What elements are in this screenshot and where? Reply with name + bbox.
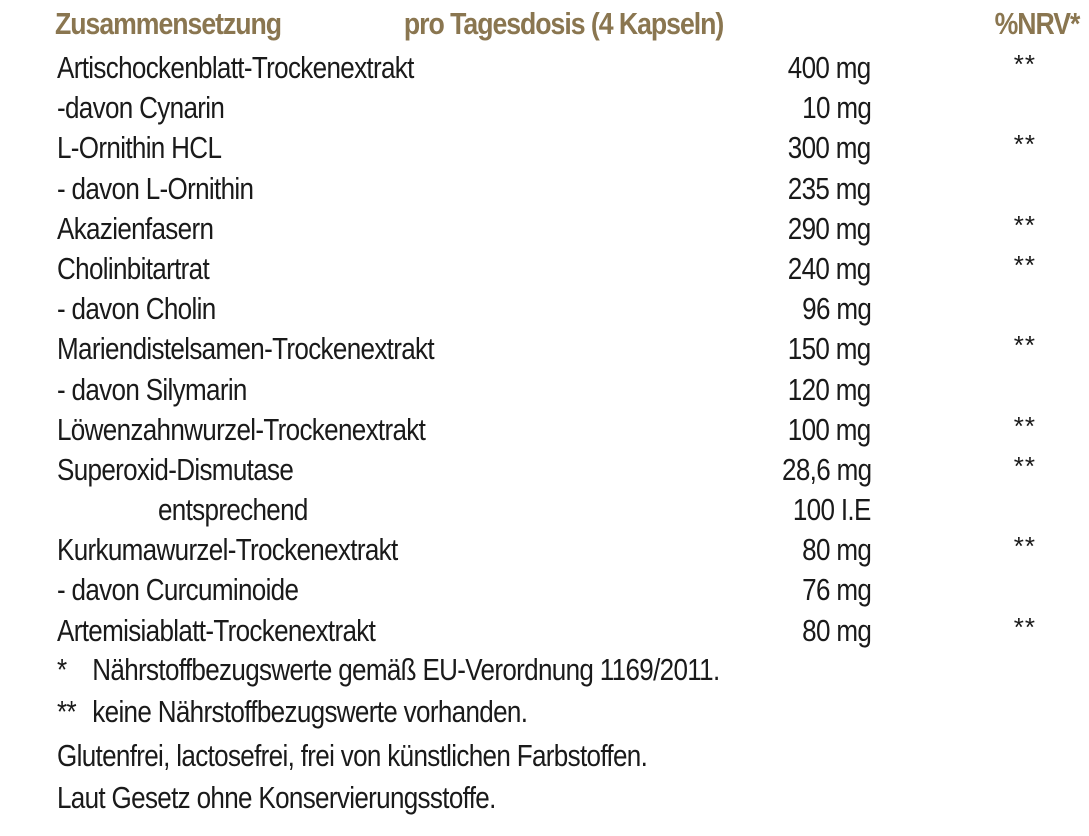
ingredient-dose: 400 mg — [788, 50, 871, 85]
header-nrv: %NRV* — [994, 6, 1080, 41]
ingredient-dose: 80 mg — [801, 612, 871, 648]
ingredient-name: - davon L-Ornithin — [57, 170, 254, 206]
ingredient-dose: 300 mg — [788, 130, 871, 166]
table-row — [0, 209, 1089, 249]
ingredient-dose: 80 mg — [801, 532, 871, 568]
table-row — [0, 490, 1089, 530]
ingredient-dose: 235 mg — [788, 170, 871, 206]
ingredient-nrv: ** — [1013, 531, 1036, 562]
ingredient-name: Superoxid-Dismutase — [57, 451, 294, 487]
ingredient-nrv: ** — [1013, 410, 1036, 441]
table-row — [0, 370, 1089, 410]
footnote-text: Nährstoffbezugswerte gemäß EU-Verordnung 1169/2011. — [92, 652, 720, 687]
table-row — [0, 88, 1089, 128]
ingredient-name: Cholinbitartrat — [57, 250, 210, 286]
table-row — [0, 530, 1089, 570]
ingredient-nrv: ** — [1013, 209, 1036, 240]
footnote-no-nrv — [57, 692, 897, 736]
header-composition: Zusammensetzung — [55, 6, 282, 41]
ingredient-nrv: ** — [1013, 129, 1036, 160]
table-header — [0, 6, 1080, 50]
table-row — [0, 329, 1089, 369]
ingredient-dose: 96 mg — [801, 291, 871, 327]
table-row — [0, 128, 1089, 168]
ingredient-name: - davon Curcuminoide — [57, 572, 299, 608]
table-row — [0, 289, 1089, 329]
ingredient-name: -davon Cynarin — [57, 90, 225, 126]
table-row — [0, 570, 1089, 610]
footnote-marker: ** — [57, 694, 76, 729]
table-row — [0, 48, 1089, 88]
ingredient-dose: 76 mg — [801, 572, 871, 608]
footnote-nrv — [57, 650, 897, 692]
footnote-text: keine Nährstoffbezugswerte vorhanden. — [92, 694, 528, 729]
table-row — [0, 450, 1089, 490]
table-row — [0, 410, 1089, 450]
header-daily-dose: pro Tagesdosis (4 Kapseln) — [403, 6, 724, 41]
ingredient-dose: 100 mg — [788, 411, 871, 447]
table-row — [0, 611, 1089, 651]
allergen-note: Glutenfrei, lactosefrei, frei von künstlichen Farbstoffen. — [57, 738, 648, 773]
ingredient-name: Akazienfasern — [57, 210, 214, 246]
ingredient-nrv: ** — [1013, 49, 1036, 79]
ingredient-name: Mariendistelsamen-Trockenextrakt — [57, 331, 434, 367]
table-row — [0, 249, 1089, 289]
ingredient-name: Kurkumawurzel-Trockenextrakt — [57, 532, 398, 568]
ingredient-dose: 100 I.E — [793, 492, 871, 528]
ingredient-name: entsprechend — [158, 492, 308, 528]
ingredient-dose: 120 mg — [788, 371, 871, 407]
ingredient-name: - davon Cholin — [57, 291, 216, 327]
ingredient-dose: 10 mg — [801, 90, 871, 126]
ingredient-name: Artemisiablatt-Trockenextrakt — [57, 612, 376, 648]
ingredient-nrv: ** — [1013, 611, 1036, 642]
ingredient-dose: 150 mg — [788, 331, 871, 367]
ingredient-dose: 290 mg — [788, 210, 871, 246]
ingredient-name: L-Ornithin HCL — [57, 130, 222, 166]
ingredient-nrv: ** — [1013, 450, 1036, 481]
ingredient-dose: 240 mg — [788, 250, 871, 286]
ingredient-name: Löwenzahnwurzel-Trockenextrakt — [57, 411, 426, 447]
ingredient-name: Artischockenblatt-Trockenextrakt — [57, 50, 414, 85]
footnotes — [57, 650, 1057, 818]
ingredient-table — [0, 48, 1089, 651]
ingredient-dose: 28,6 mg — [781, 451, 871, 487]
footnote-marker: * — [57, 652, 67, 687]
preservative-note: Laut Gesetz ohne Konservierungsstoffe. — [57, 780, 496, 815]
ingredient-name: - davon Silymarin — [57, 371, 247, 407]
ingredient-nrv: ** — [1013, 249, 1036, 280]
ingredient-nrv: ** — [1013, 330, 1036, 361]
table-row — [0, 169, 1089, 209]
